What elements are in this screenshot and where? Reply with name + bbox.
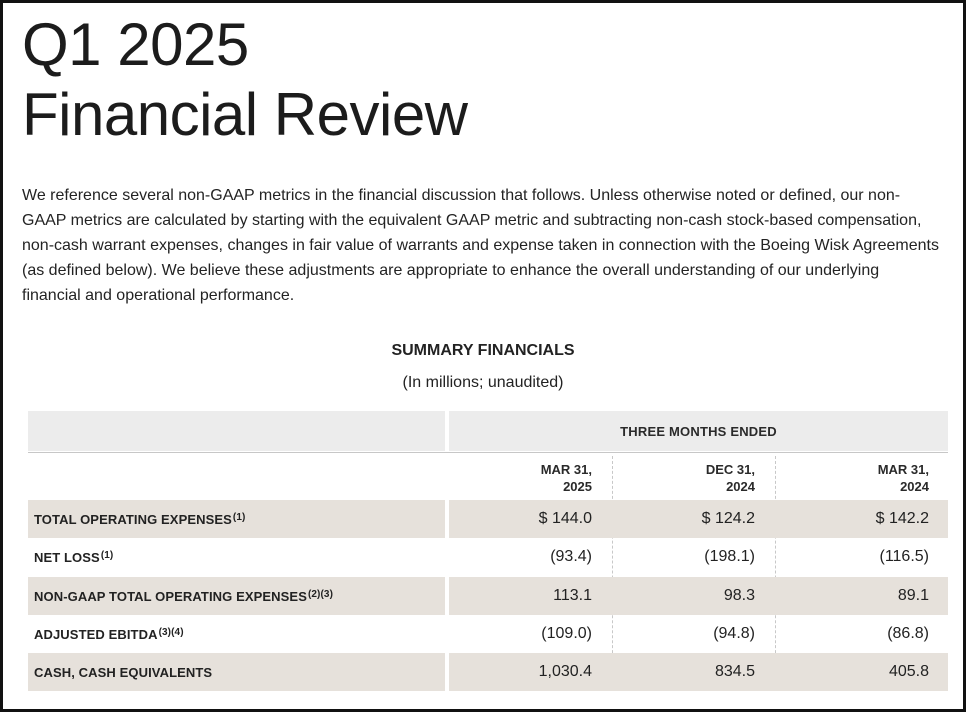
column-header-line1: DEC 31,	[705, 462, 755, 477]
value-cell: $ 144.0	[538, 510, 592, 527]
table-row-net-loss	[28, 538, 948, 576]
value-cell: 98.3	[723, 587, 755, 604]
header-rule	[28, 452, 948, 453]
table-row-non-gaap-operating-expenses	[28, 577, 948, 615]
column-header-mar-2024	[785, 461, 929, 495]
value-cell: (94.8)	[713, 625, 755, 642]
table-row-cash-equivalents	[28, 653, 948, 691]
value-cell: (93.4)	[550, 548, 592, 565]
row-label: ADJUSTED EBITDA $^{(3)(4)}$	[34, 626, 184, 642]
table-header-band	[449, 411, 948, 451]
row-label: NET LOSS $^{(1)}$	[34, 549, 114, 565]
summary-subheading: (In millions; unaudited)	[402, 374, 564, 391]
column-header-line2: 2024	[726, 479, 755, 494]
intro-paragraph: We reference several non-GAAP metrics in the financial discussion that follows. Unless otherwise noted or defined, our non-GAAP metrics are calculated by starting with the equivalent GAAP metric and subtracting non-cash stock-based compensation, non-cash warrant expenses, changes in fair value of warrants and expense taken in connection with the Boeing Wisk Agreements (as defined below). We believe these adjustments are appropriate to enhance the overall understanding of our underlying financial and operational performance.	[22, 187, 939, 304]
column-header-mar-2025	[458, 461, 592, 495]
column-header-line2: 2024	[900, 479, 929, 494]
table-row-adjusted-ebitda	[28, 615, 948, 653]
value-cell: $ 142.2	[875, 510, 929, 527]
row-label: NON-GAAP TOTAL OPERATING EXPENSES $^{(2)(3)}$	[34, 588, 334, 604]
page-title	[22, 10, 468, 150]
table-header-band-blank	[28, 411, 445, 451]
value-cell: 113.1	[553, 587, 592, 604]
title-line-2: Financial Review	[22, 81, 468, 148]
column-header-dec-2024	[622, 461, 755, 495]
value-cell: 834.5	[714, 663, 755, 680]
title-line-1: Q1 2025	[22, 11, 249, 78]
column-header-line1: MAR 31,	[540, 462, 592, 477]
column-header-line2: 2025	[563, 479, 592, 494]
value-cell: (116.5)	[879, 548, 929, 565]
value-cell: (198.1)	[704, 548, 755, 565]
value-cell: (86.8)	[887, 625, 929, 642]
value-cell: 405.8	[888, 663, 929, 680]
row-label: CASH, CASH EQUIVALENTS	[34, 664, 213, 680]
value-cell: 89.1	[897, 587, 929, 604]
summary-heading: SUMMARY FINANCIALS	[391, 342, 575, 359]
value-cell: 1,030.4	[538, 663, 592, 680]
column-header-line1: MAR 31,	[877, 462, 929, 477]
table-row-total-operating-expenses	[28, 500, 948, 538]
value-cell: $ 124.2	[701, 510, 755, 527]
period-band-label: THREE MONTHS ENDED	[620, 423, 777, 439]
row-label: TOTAL OPERATING EXPENSES $^{(1)}$	[34, 511, 246, 527]
value-cell: (109.0)	[541, 625, 592, 642]
